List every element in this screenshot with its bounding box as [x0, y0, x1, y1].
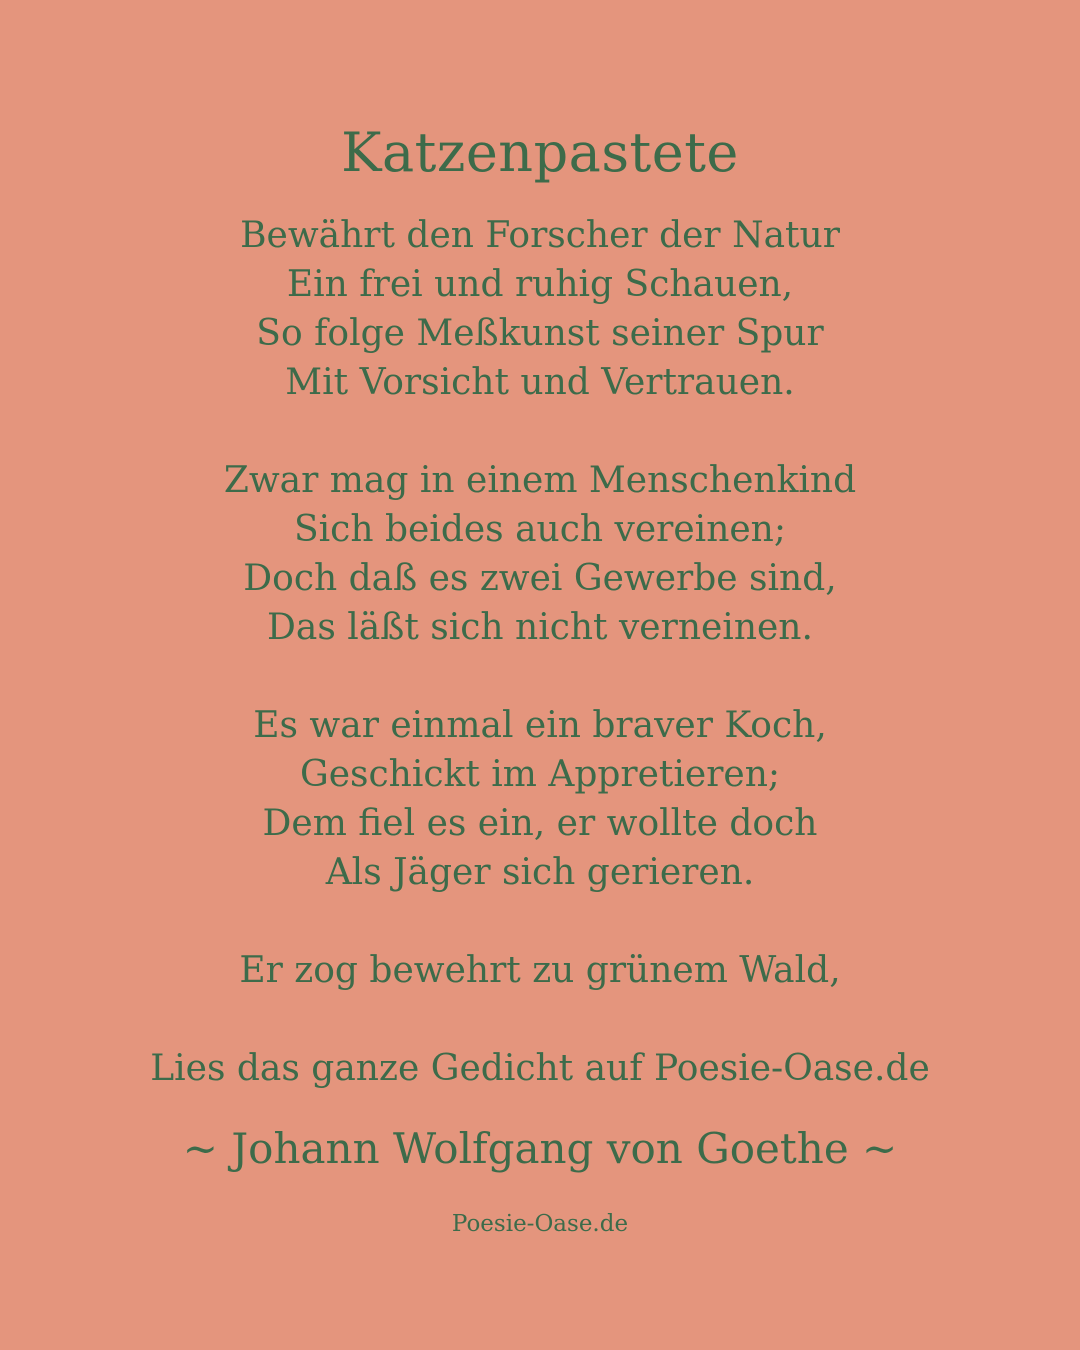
source-website: Poesie-Oase.de [451, 1211, 629, 1237]
poem-line: Bewährt den Forscher der Natur [240, 215, 840, 256]
poem-line: Das läßt sich nicht verneinen. [267, 607, 813, 648]
author-name: ~ Johann Wolfgang von Goethe ~ [182, 1124, 898, 1173]
poem-line: Er zog bewehrt zu grünem Wald, [239, 950, 841, 991]
poem-line: Ein frei und ruhig Schauen, [286, 264, 794, 305]
poem-line: Geschickt im Appretieren; [299, 754, 781, 795]
poem-line: Als Jäger sich gerieren. [325, 852, 755, 893]
stanza-3 [0, 701, 1080, 897]
poem-line: Es war einmal ein braver Koch, [253, 705, 827, 746]
read-full-poem-text: Lies das ganze Gedicht auf Poesie-Oase.de [150, 1048, 930, 1089]
poem-title: Katzenpastete [341, 121, 739, 184]
poem-line: Mit Vorsicht und Vertrauen. [285, 362, 795, 403]
poem-line: So folge Meßkunst seiner Spur [256, 313, 824, 354]
stanza-2 [0, 456, 1080, 652]
stanza-1 [0, 211, 1080, 407]
poem-line: Zwar mag in einem Menschenkind [223, 460, 857, 501]
poem-body [0, 211, 1080, 1044]
poem-line: Dem fiel es ein, er wollte doch [262, 803, 818, 844]
poem-line: Sich beides auch vereinen; [293, 509, 786, 550]
stanza-4 [0, 946, 1080, 995]
poem-line: Doch daß es zwei Gewerbe sind, [243, 558, 837, 599]
